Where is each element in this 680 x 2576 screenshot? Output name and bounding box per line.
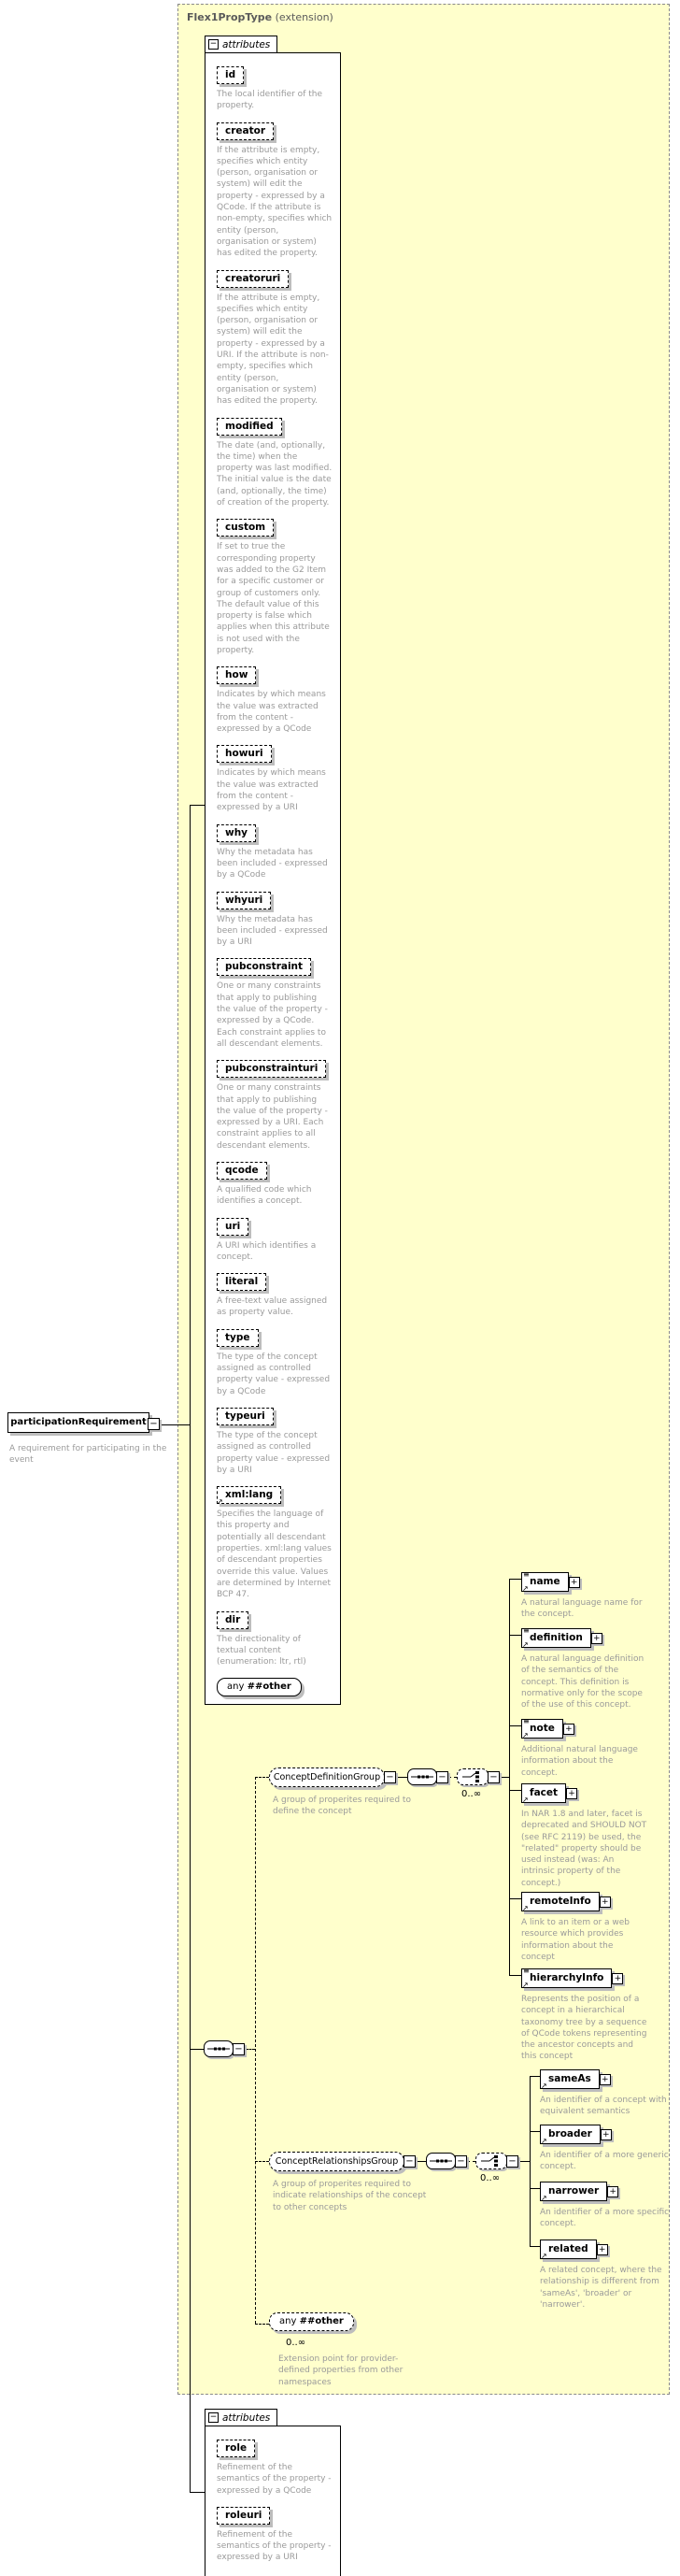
attribute-creator xyxy=(217,120,334,260)
reference-arrow-icon: ↗ xyxy=(522,1796,529,1804)
stub xyxy=(530,2246,540,2247)
attribute-description: If the attribute is empty, specifies which entity (person, organisation or system) will edit the property - expressed by a QCode. If the attribute is non-empty, specifies which entity (person, organisation or system) has edited the property. xyxy=(217,145,333,259)
attribute-name-box: type xyxy=(217,1329,259,1347)
attribute-qcode xyxy=(217,1159,334,1208)
attribute-description: Refinement of the semantics of the property - expressed by a QCode xyxy=(217,2463,332,2496)
element-note[interactable]: ≡ ↗ note + xyxy=(521,1719,563,1739)
connector xyxy=(396,1777,407,1778)
attribute-dir xyxy=(217,1609,334,1668)
attribute-description: The type of the concept assigned as controlled property value - expressed by a URI xyxy=(217,1430,331,1475)
attribute-description: The date (and, optionally, the time) when the property was last modified. The initial value is the date (and, optionally, the time) of creation of the property. xyxy=(217,440,333,508)
attribute-name-box: pubconstraint xyxy=(217,958,311,976)
element-broader[interactable]: ↗ broader + xyxy=(540,2125,601,2144)
stub-any-wildcard xyxy=(255,2324,269,2325)
attribute-whyuri xyxy=(217,889,334,949)
attribute-typeuri xyxy=(217,1405,334,1476)
group-description: A group of properites required to define the concept xyxy=(273,1796,411,1817)
complex-type-title xyxy=(187,11,333,23)
complex-type-name: Flex1PropType xyxy=(187,11,273,23)
stub xyxy=(509,1975,521,1976)
attribute-role xyxy=(217,2437,334,2497)
attribute-description: If set to true the corresponding property was added to the G2 Item for a specific customer or group of customers only. The default value of this property is false which applies when this attribute is not used with the property. xyxy=(217,542,330,655)
root-element-description: A requirement for participating in the event xyxy=(9,1444,167,1466)
collapse-toggle[interactable]: − xyxy=(488,1771,500,1783)
connector-sequence-to-children xyxy=(246,2049,255,2050)
attribute-description: The directionality of textual content (enumeration: ltr, rtl) xyxy=(217,1634,306,1667)
content-lines-icon: ≡ xyxy=(523,1967,530,1975)
attribute-description: Why the metadata has been included - expressed by a QCode xyxy=(217,847,328,880)
element-block-facet xyxy=(521,1782,648,1889)
reference-arrow-icon: ↗ xyxy=(541,2194,547,2202)
expand-toggle[interactable]: + xyxy=(591,1633,602,1644)
stub xyxy=(530,2131,540,2132)
attribute-pubconstraint xyxy=(217,955,334,1050)
attribute-name-box: id xyxy=(217,66,244,84)
attribute-how xyxy=(217,664,334,735)
reference-arrow-icon: ↗ xyxy=(522,1981,529,1989)
reference-arrow-icon: ↗ xyxy=(522,1640,529,1649)
wildcard-description: Extension point for provider-defined properties from other namespaces xyxy=(278,2354,404,2387)
complex-type-derivation: (extension) xyxy=(275,11,333,23)
collapse-toggle[interactable]: − xyxy=(455,2155,467,2168)
expand-toggle[interactable]: + xyxy=(607,2186,618,2197)
occurrence-label: 0..∞ xyxy=(480,2173,501,2183)
element-block-definition xyxy=(521,1626,648,1710)
stub-relationships-group xyxy=(255,2161,269,2162)
attribute-description: Specifies the language of this property and potentially all descendant properties. xml:lang values of descendant properties override this value. Values are determined by Internet BCP 47. xyxy=(217,1510,332,1600)
connector-trunk xyxy=(190,805,191,2492)
attribute-description: Why the metadata has been included - expressed by a URI xyxy=(217,914,328,948)
reference-arrow-icon: ↗ xyxy=(541,2137,547,2145)
attribute-name-box: ↗ xml:lang xyxy=(217,1486,281,1504)
reference-arrow-icon: ↗ xyxy=(541,2082,547,2090)
attribute-type xyxy=(217,1326,334,1397)
element-block-name xyxy=(521,1570,648,1621)
element-block-note xyxy=(521,1717,648,1779)
collapse-toggle[interactable]: − xyxy=(209,2412,218,2422)
attribute-name-box: creator xyxy=(217,122,274,140)
attribute-description: A URI which identifies a concept. xyxy=(217,1240,317,1262)
attribute-name-box: creatoruri xyxy=(217,270,289,288)
attribute-howuri xyxy=(217,742,334,813)
connector xyxy=(500,1777,509,1778)
group-description: A group of properites required to indicate relationships of the concept to other concepts xyxy=(273,2180,427,2212)
reference-arrow-icon: ↗ xyxy=(522,1584,529,1593)
connector-to-sequence xyxy=(190,2049,204,2050)
expand-toggle[interactable]: + xyxy=(563,1724,574,1735)
sequence-icon xyxy=(204,2040,234,2057)
attribute-name-box: roleuri xyxy=(217,2507,270,2525)
sequence-icon xyxy=(407,1768,437,1785)
element-description: In NAR 1.8 and later, facet is deprecated and SHOULD NOT (see RFC 2119) be used, the "related" property should be used instead (was: An intrinsic property of the concept.) xyxy=(521,1810,647,1888)
attribute-name-box: pubconstrainturi xyxy=(217,1060,326,1078)
attribute-name-box: custom xyxy=(217,519,274,537)
element-sameAs[interactable]: ↗ sameAs + xyxy=(540,2069,600,2089)
content-lines-icon: ≡ xyxy=(523,1626,530,1635)
group-ConceptDefinitionGroup[interactable]: ConceptDefinitionGroup xyxy=(269,1767,385,1787)
element-description: Represents the position of a concept in a hierarchical taxonomy tree by a sequence of QCode tokens representing the ancestor concepts and this concept xyxy=(521,1995,647,2062)
connector xyxy=(416,2161,426,2162)
content-lines-icon: ≡ xyxy=(523,1570,530,1579)
attribute-creatoruri xyxy=(217,267,334,408)
collapse-toggle[interactable]: − xyxy=(436,1771,448,1783)
attribute-why xyxy=(217,822,334,881)
stub xyxy=(509,1725,521,1726)
reference-arrow-icon: ↗ xyxy=(541,2252,547,2260)
stub xyxy=(509,1790,521,1791)
element-block-broader xyxy=(540,2123,673,2173)
expand-toggle[interactable]: + xyxy=(597,2244,608,2255)
attribute-description: The local identifier of the property. xyxy=(217,90,322,111)
element-description: A natural language name for the concept. xyxy=(521,1598,643,1620)
collapse-toggle[interactable]: − xyxy=(233,2043,245,2055)
attribute-name-box: how xyxy=(217,666,256,684)
element-description: A natural language definition of the semantics of the concept. This definition is normative only for the scope of the use of this concept. xyxy=(521,1654,645,1710)
children-rail xyxy=(509,1579,510,1975)
connector xyxy=(448,1777,457,1778)
connector xyxy=(518,2161,530,2162)
attribute-description: A qualified code which identifies a concept. xyxy=(217,1185,312,1207)
attribute-modified xyxy=(217,415,334,509)
element-remoteInfo[interactable]: ↗ remoteInfo + xyxy=(521,1892,600,1911)
element-description: An identifier of a more generic concept. xyxy=(540,2151,669,2172)
children-rail xyxy=(530,2076,531,2246)
attribute-name-box: why xyxy=(217,824,256,842)
attribute-description: A free-text value assigned as property value. xyxy=(217,1296,328,1318)
attribute-literal xyxy=(217,1270,334,1319)
collapse-toggle[interactable]: − xyxy=(384,1771,396,1783)
connector-to-extension-attributes xyxy=(190,2492,205,2493)
element-block-related xyxy=(540,2238,673,2311)
attribute-name-box: whyuri xyxy=(217,892,271,909)
attribute-description: Indicates by which means the value was extracted from the content - expressed by a URI xyxy=(217,768,326,813)
attribute-uri xyxy=(217,1215,334,1264)
any-attribute-wildcard: any ##other xyxy=(217,1678,302,1696)
element-description: Additional natural language information about the concept. xyxy=(521,1745,638,1778)
attribute-description: Indicates by which means the value was extracted from the content - expressed by a QCode xyxy=(217,690,326,735)
reference-arrow-icon: ↗ xyxy=(522,1904,529,1912)
expand-toggle[interactable]: + xyxy=(600,1896,611,1908)
element-block-hierarchyInfo xyxy=(521,1967,648,2063)
connector-to-attributes xyxy=(190,805,205,806)
attribute-name-box: typeuri xyxy=(217,1408,274,1425)
content-lines-icon: ≡ xyxy=(523,1717,530,1725)
collapse-toggle[interactable]: − xyxy=(506,2155,518,2168)
attributes-label: attributes xyxy=(222,2411,271,2424)
stub xyxy=(509,1898,521,1899)
attribute-xml-lang xyxy=(217,1483,334,1600)
collapse-toggle[interactable]: − xyxy=(209,39,218,49)
child-rail xyxy=(255,1777,256,2324)
element-participationRequirement[interactable]: participationRequirement xyxy=(7,1412,149,1433)
any-element-wildcard: any ##other xyxy=(269,2312,354,2331)
expand-toggle[interactable]: + xyxy=(566,1788,577,1799)
attributes-label: attributes xyxy=(222,38,271,50)
connector xyxy=(467,2161,475,2162)
element-definition[interactable]: ≡ ↗ definition + xyxy=(521,1628,591,1648)
group-ConceptRelationshipsGroup[interactable]: ConceptRelationshipsGroup xyxy=(269,2152,404,2171)
occurrence-label: 0..∞ xyxy=(461,1789,482,1799)
element-description: An identifier of a more specific concept. xyxy=(540,2208,670,2229)
choice-icon xyxy=(457,1768,489,1785)
choice-icon xyxy=(475,2153,507,2169)
attribute-description: If the attribute is empty, specifies which entity (person, organisation or system) will edit the property - expressed by a URI. If the attribute is non-empty, specifies which entity (person, organisation or system) has edited the property. xyxy=(217,293,329,407)
element-facet[interactable]: ↗ facet + xyxy=(521,1783,566,1803)
element-block-sameAs xyxy=(540,2068,673,2118)
stub xyxy=(530,2076,540,2077)
element-description: An identifier of a concept with equivalent semantics xyxy=(540,2096,667,2117)
element-name[interactable]: ≡ ↗ name + xyxy=(521,1572,569,1592)
reference-arrow-icon: ↗ xyxy=(522,1731,529,1739)
expand-toggle[interactable]: + xyxy=(601,2129,612,2140)
element-related[interactable]: ↗ related + xyxy=(540,2240,597,2259)
attribute-name-box: modified xyxy=(217,418,282,436)
element-narrower[interactable]: ↗ narrower + xyxy=(540,2182,607,2201)
expand-toggle[interactable]: + xyxy=(600,2074,611,2085)
attribute-description: Refinement of the semantics of the property - expressed by a URI xyxy=(217,2529,332,2563)
element-hierarchyInfo[interactable]: ≡ ↗ hierarchyInfo + xyxy=(521,1968,612,1988)
attributes-panel-header xyxy=(205,36,277,53)
attribute-name-box: role xyxy=(217,2440,255,2457)
expand-toggle[interactable]: + xyxy=(612,1973,623,1984)
collapse-toggle[interactable]: − xyxy=(148,1418,160,1430)
attribute-name-box: howuri xyxy=(217,745,272,763)
attribute-description: The type of the concept assigned as controlled property value - expressed by a QCode xyxy=(217,1352,331,1396)
attribute-name-box: qcode xyxy=(217,1162,267,1180)
extension-attributes-panel-header xyxy=(205,2409,277,2426)
attribute-name-box: literal xyxy=(217,1273,266,1291)
attribute-pubconstrainturi xyxy=(217,1057,334,1152)
attribute-description: One or many constraints that apply to publishing the value of the property - expressed by a URI. Each constraint applies to all descendant elements. xyxy=(217,1083,328,1151)
collapse-toggle[interactable]: − xyxy=(404,2155,416,2168)
stub xyxy=(509,1635,521,1636)
connector-from-root-element xyxy=(161,1424,190,1425)
attribute-name-box: dir xyxy=(217,1611,248,1629)
element-description: A link to an item or a web resource which provides information about the concept xyxy=(521,1918,630,1962)
stub-definition-group xyxy=(255,1777,269,1778)
reference-arrow-icon: ↗ xyxy=(217,1497,223,1507)
attribute-id xyxy=(217,64,334,112)
element-block-remoteInfo xyxy=(521,1890,648,1963)
attribute-roleuri xyxy=(217,2504,334,2564)
element-block-narrower xyxy=(540,2180,673,2230)
attribute-name-box: uri xyxy=(217,1218,248,1236)
expand-toggle[interactable]: + xyxy=(569,1577,580,1588)
element-description: A related concept, where the relationship is different from 'sameAs', 'broader' or 'narrower'. xyxy=(540,2266,662,2310)
attribute-description: One or many constraints that apply to publishing the value of the property - expressed by a QCode. Each constraint applies to all descendant elements. xyxy=(217,981,328,1049)
occurrence-label: 0..∞ xyxy=(286,2338,306,2348)
attribute-custom xyxy=(217,516,334,656)
stub xyxy=(509,1579,521,1580)
attributes-panel xyxy=(205,52,341,1705)
extension-attributes-panel xyxy=(205,2426,341,2576)
stub xyxy=(530,2188,540,2189)
sequence-icon xyxy=(426,2153,456,2169)
